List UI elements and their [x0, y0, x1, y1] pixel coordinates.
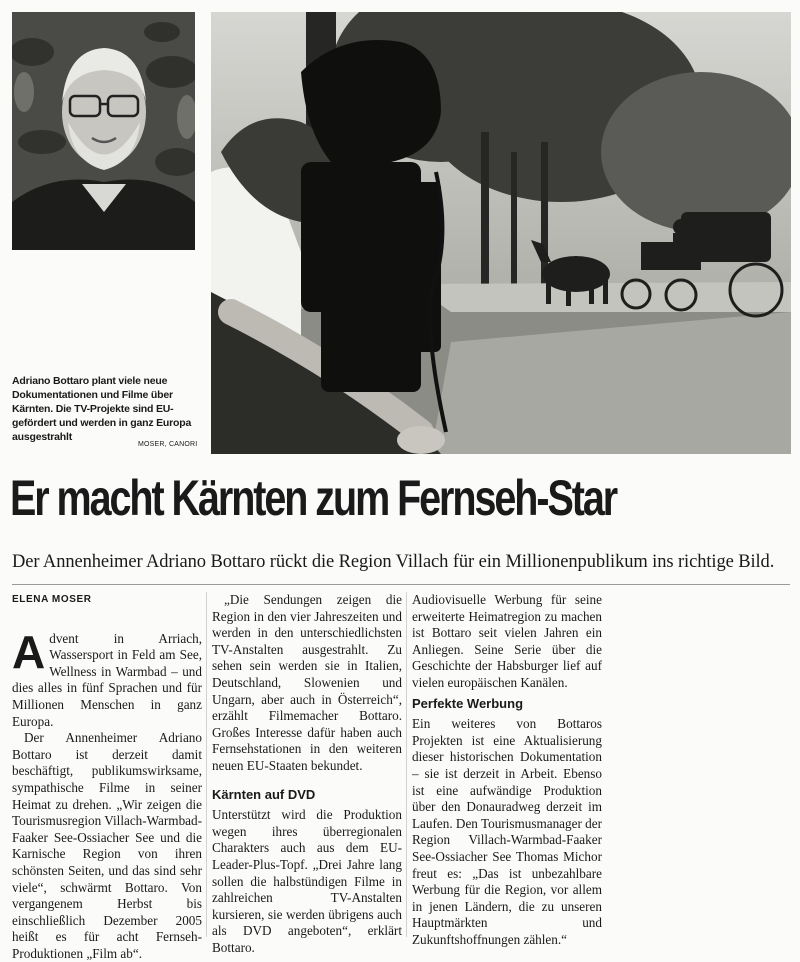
- article-column-3: [412, 592, 602, 948]
- photo-caption: Adriano Bottaro plant viele neue Dokumentationen und Filme über Kärnten. Die TV-Projekte sind EU-gefördert und werden in ganz Europa ausgestrahlt: [12, 375, 192, 443]
- main-photo: [211, 12, 791, 454]
- drop-cap: A: [12, 625, 46, 678]
- portrait-photo: [12, 12, 195, 250]
- article-column-1: [12, 592, 202, 962]
- article-paragraph: Advent in Arriach, Wassersport in Feld am See, Wellness in Warmbad – und dies alles in fünf Sprachen und für Millionen Menschen in ganz Europa.: [12, 625, 202, 729]
- article-paragraph: Audiovisuelle Werbung für seine erweiterte Heimatregion zu machen ist Bottaro seit vielen Jahren ein Anliegen. Seine Serie über die Geschichte der Habsburger lief auf vielen europäischen Kanälen.: [412, 592, 602, 690]
- section-subheading: Perfekte Werbung: [412, 695, 524, 711]
- article-paragraph: Unterstützt wird die Produktion wegen ihres überregionalen Charakters auch aus dem EU-Leader-Plus-Topf. „Drei Jahre lang sollen die halbstündigen Filme in zahlreichen TV-Anstalten kursieren, sie werden übrigens auch als DVD angeboten“, erklärt Bottaro.: [212, 807, 402, 955]
- article-subheadline: Der Annenheimer Adriano Bottaro rückt die Region Villach für ein Millionenpublikum ins richtige Bild.: [12, 552, 775, 572]
- article-paragraph: Ein weiteres von Bottaros Projekten ist eine Aktualisierung dieser historischen Dokumentation – sie ist derzeit in Arbeit. Ebenso ist eine aufwändige Produktion über den Donauradweg derzeit im Laufen. Den Tourismusmanager der Region Villach-Warmbad-Faaker See-Ossiacher See Thomas Michor freut es: „Das ist unbezahlbare Werbung für die Region, vor allem in jenen Ländern, die zu unseren Hauptmärkten und Zukunftshoffnungen zählen.“: [412, 716, 602, 947]
- headline-rule: [12, 584, 790, 585]
- author-byline: ELENA MOSER: [12, 594, 92, 605]
- column-divider: [206, 592, 207, 937]
- column-divider: [406, 592, 407, 937]
- article-paragraph: „Die Sendungen zeigen die Region in den vier Jahreszeiten und werden in den unterschiedlichsten TV-Anstalten ausgestrahlt. Zu sehen sein werden sie in Italien, Deutschland, Slowenien und Ungarn, aber auch in Österreich“, erzählt Filmemacher Bottaro. Großes Interesse dafür haben auch Fernsehstationen in den weiteren neuen EU-Staaten bekundet.: [212, 592, 402, 773]
- photo-credit: MOSER, CANORI: [138, 441, 198, 448]
- article-paragraph: Der Annenheimer Adriano Bottaro ist derzeit damit beschäftigt, publikumswirksame, sympathische Filme in seiner Heimat zu drehen. „Wir zeigen die Tourismusregion Villach-Warmbad-Faaker See-Ossiacher See und die Karnische Region von ihren schönsten Seiten, und das sind sehr viele“, schwärmt Bottaro. Von vergangenem Herbst bis einschließlich Dezember 2005 heißt es für acht Fernseh-Produktionen „Film ab“.: [12, 730, 202, 961]
- section-subheading: Kärnten auf DVD: [212, 786, 316, 802]
- article-column-2: [212, 592, 402, 956]
- article-headline: Er macht Kärnten zum Fernseh-Star: [10, 470, 617, 526]
